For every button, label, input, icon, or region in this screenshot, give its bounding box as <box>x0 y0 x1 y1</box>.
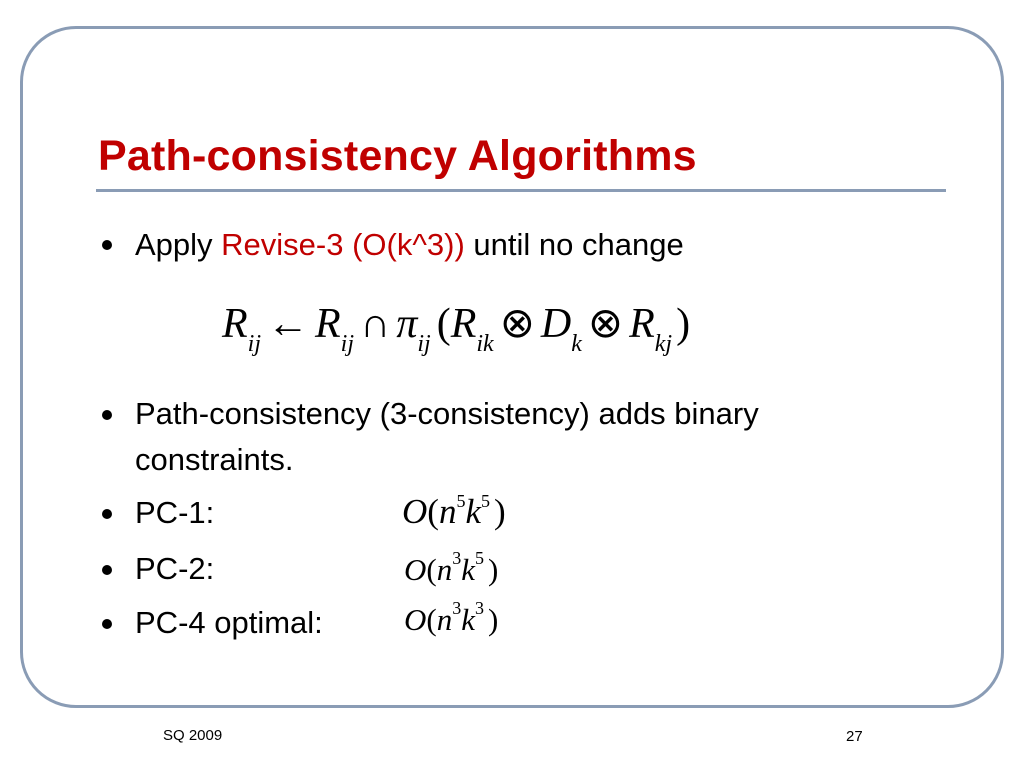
d-symbol: D <box>540 301 572 347</box>
pc-4-label: PC-4 optimal: <box>135 605 323 640</box>
bullet-dot-2 <box>102 410 112 420</box>
r-symbol: R <box>315 301 341 347</box>
big-o: O <box>404 602 427 637</box>
open-paren: ( <box>427 492 439 531</box>
subscript-k: k <box>571 331 582 357</box>
bullet-1-prefix: Apply <box>135 227 222 262</box>
k-variable: k <box>461 602 475 637</box>
subscript-ij: ij <box>417 331 431 357</box>
bullet-apply-revise <box>135 222 684 268</box>
r-symbol: R <box>629 301 655 347</box>
close-paren: ) <box>493 492 506 531</box>
open-paren: ( <box>426 602 437 637</box>
k-variable: k <box>461 552 475 587</box>
k-variable: k <box>465 492 481 531</box>
n-variable: n <box>436 602 453 637</box>
left-arrow-symbol: ← <box>267 301 309 347</box>
n-variable: n <box>438 492 457 531</box>
bullet-dot-3 <box>102 509 112 519</box>
k-exponent: 3 <box>474 598 484 618</box>
subscript-ij: ij <box>247 331 261 357</box>
composition-symbol: ⊗ <box>587 301 624 347</box>
right-paren: ) <box>676 301 691 347</box>
footer-course-label: SQ 2009 <box>163 727 223 744</box>
intersection-symbol: ∩ <box>360 301 391 347</box>
pc-1-complexity <box>402 492 506 532</box>
subscript-ik: ik <box>476 331 494 357</box>
big-o: O <box>402 492 428 531</box>
subscript-ij: ij <box>340 331 354 357</box>
bullet-1-suffix: until no change <box>464 227 684 262</box>
revise-3-highlight: Revise-3 (O(k^3)) <box>221 227 465 262</box>
bullet-path-consistency-line2: constraints. <box>135 442 294 477</box>
n-exponent: 3 <box>452 598 462 618</box>
n-exponent: 5 <box>456 491 466 511</box>
n-exponent: 3 <box>452 548 462 568</box>
subscript-kj: kj <box>654 331 673 357</box>
left-paren: ( <box>436 301 451 347</box>
k-exponent: 5 <box>474 548 484 568</box>
pc-2-label: PC-2: <box>135 551 215 586</box>
open-paren: ( <box>426 552 437 587</box>
r-symbol: R <box>222 301 248 347</box>
close-paren: ) <box>487 602 499 637</box>
pc-4-complexity <box>404 598 499 638</box>
pc-1-label: PC-1: <box>135 495 215 530</box>
composition-symbol: ⊗ <box>499 301 535 347</box>
bullet-dot-5 <box>102 619 112 629</box>
big-o: O <box>404 552 427 587</box>
slide-number: 27 <box>846 728 863 745</box>
pc-2-complexity <box>404 548 499 588</box>
bullet-path-consistency-line1: Path-consistency (3-consistency) adds binary <box>135 396 759 431</box>
bullet-dot-4 <box>102 565 112 575</box>
k-exponent: 5 <box>480 491 490 511</box>
close-paren: ) <box>487 552 499 587</box>
path-consistency-formula <box>222 298 691 357</box>
n-variable: n <box>436 552 453 587</box>
pi-symbol: π <box>396 301 418 347</box>
slide-title: Path-consistency Algorithms <box>98 132 697 180</box>
r-symbol: R <box>450 301 477 347</box>
bullet-dot-1 <box>102 240 112 250</box>
title-underline <box>96 189 946 192</box>
